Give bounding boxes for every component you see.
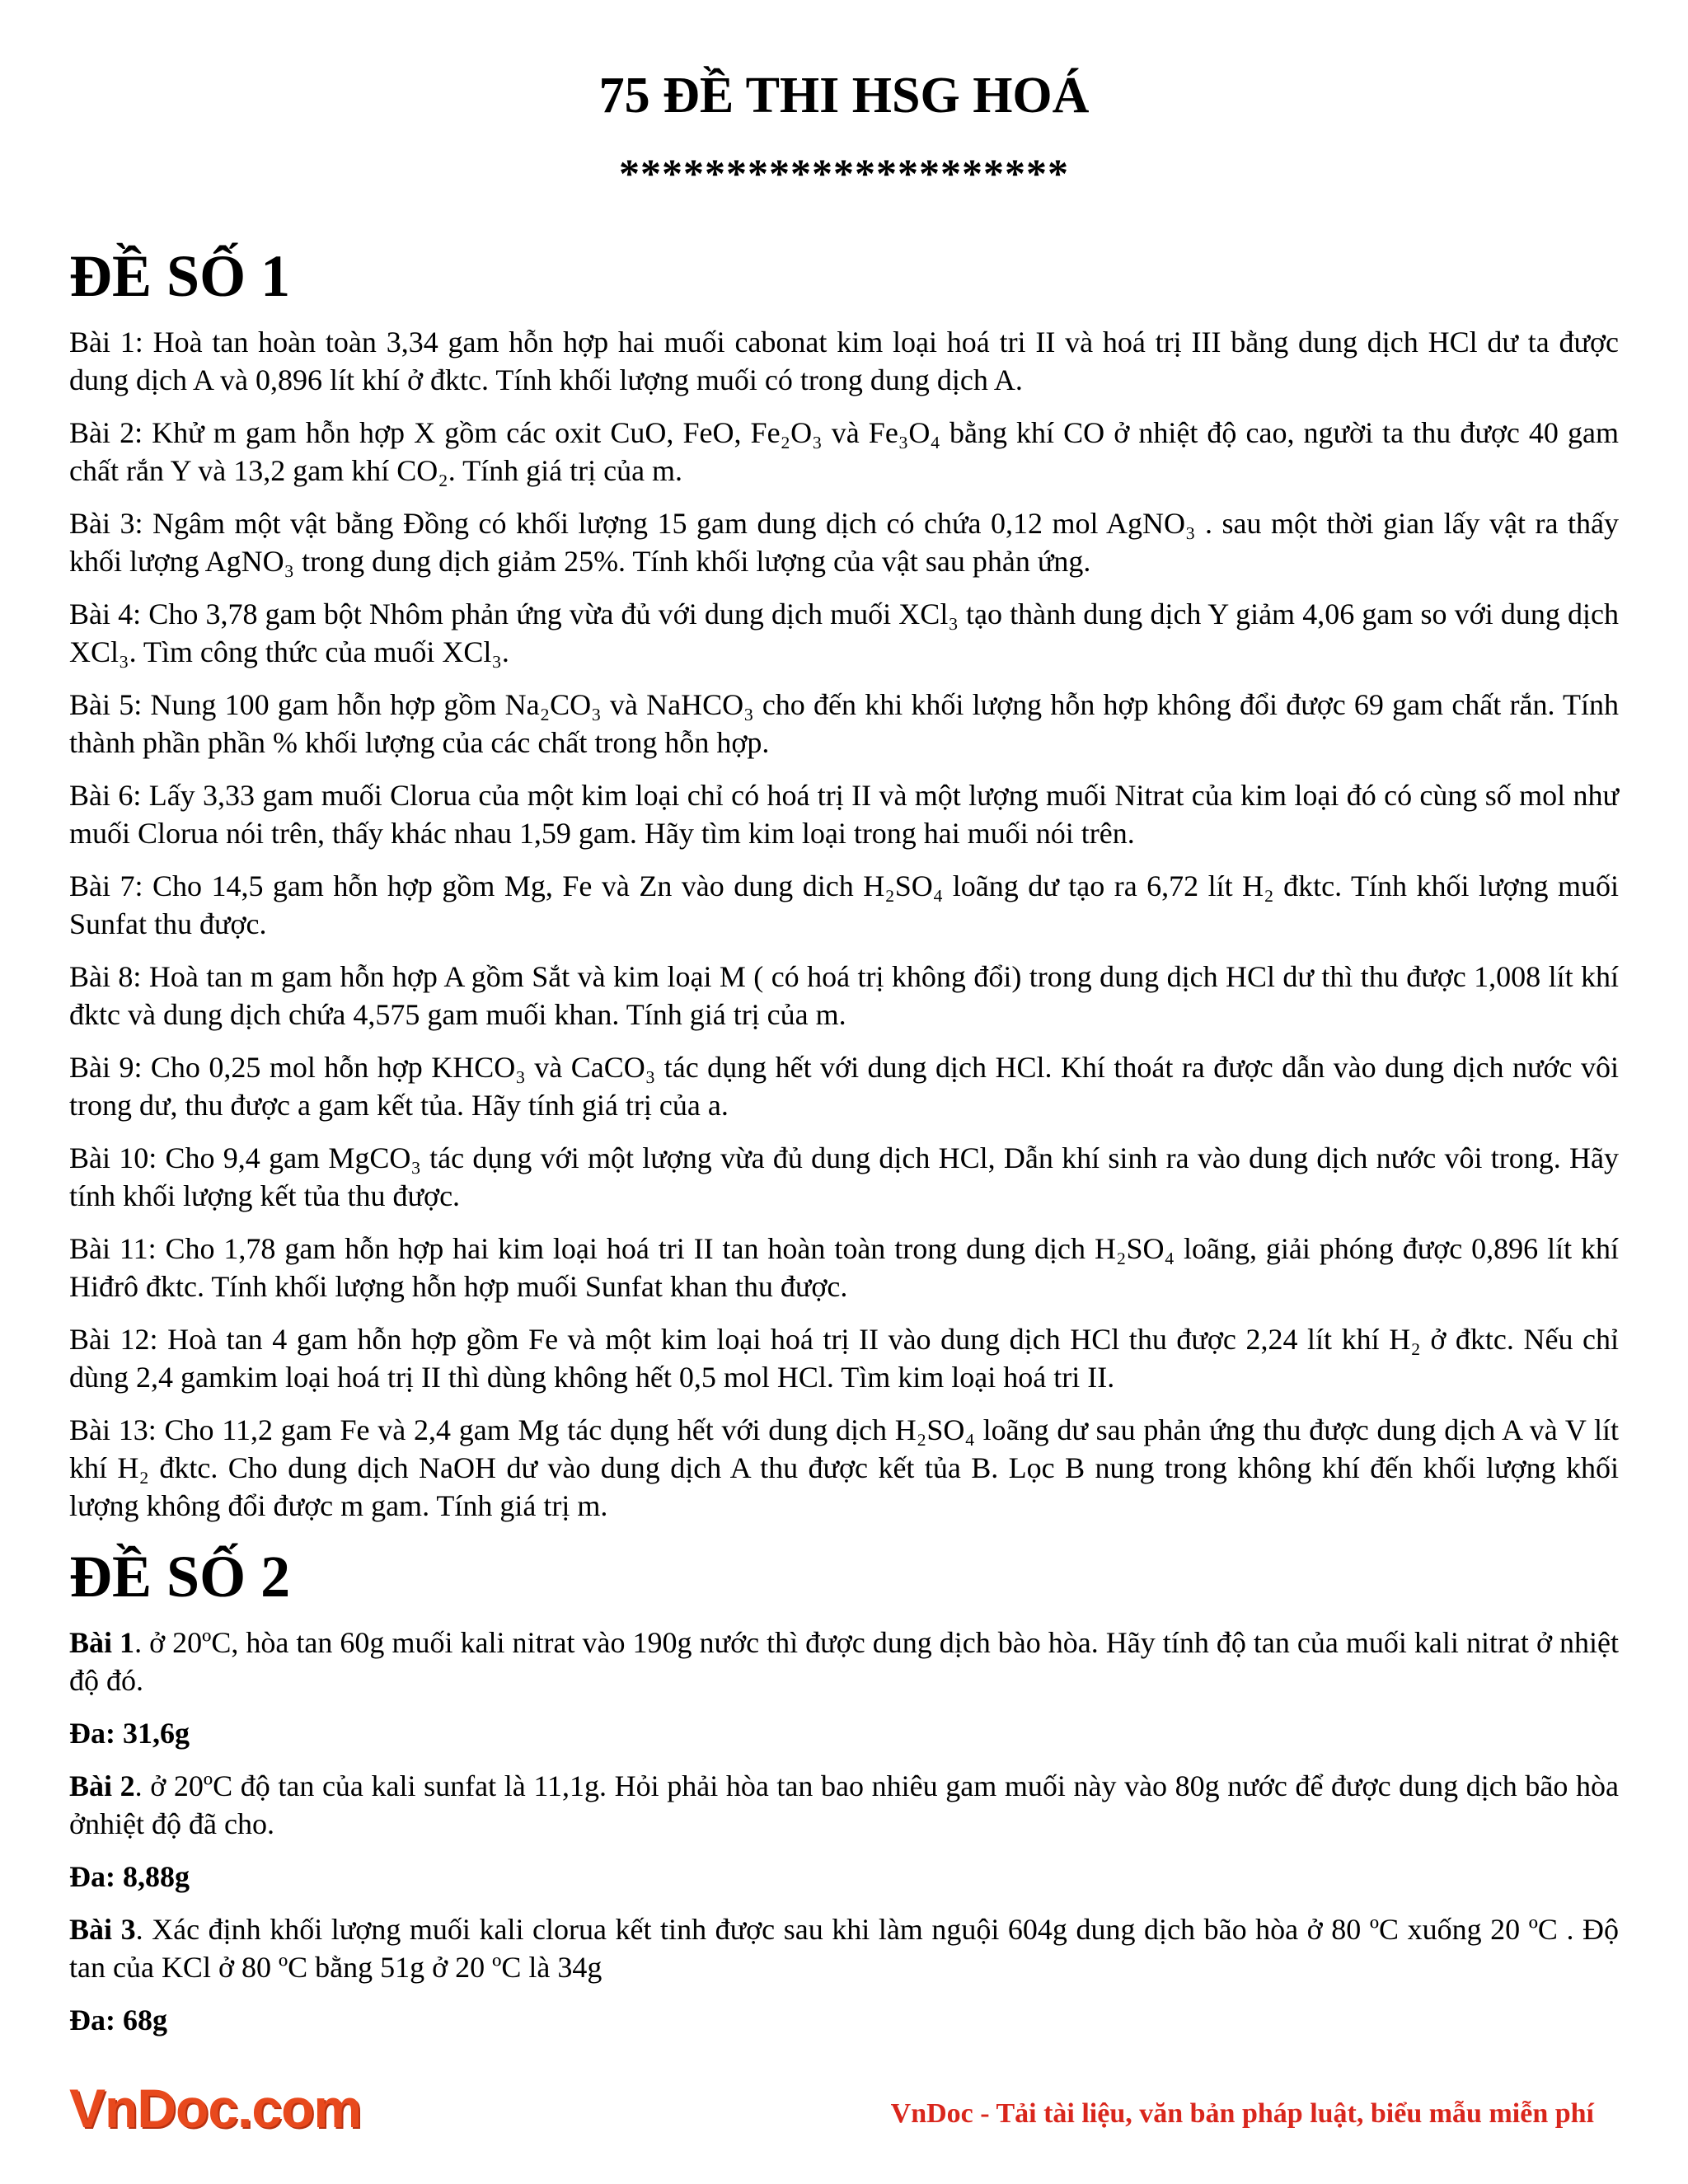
problem-1-11: Bài 11: Cho 1,78 gam hỗn hợp hai kim loại hoá tri II tan hoàn toàn trong dung dịch H₂SO₄ loãng, giải phóng được 0,896 lít khí Hiđrô đktc. Tính khối lượng hỗn hợp muối Sunfat khan thu được. (69, 1232, 1619, 1303)
problem-2-3-answer: Đa: 68g (69, 2004, 167, 2036)
page-footer (69, 2077, 1619, 2143)
problem-2-1-label: Bài 1 (69, 1626, 135, 1659)
problem-2-1 (69, 1624, 1619, 1699)
problem-2-2-label: Bài 2 (69, 1769, 135, 1802)
document-title: 75 ĐỀ THI HSG HOÁ (598, 68, 1090, 124)
document-page (69, 0, 1619, 2054)
problem-2-2-answer: Đa: 8,88g (69, 1860, 190, 1893)
problem-2-1-answer: Đa: 31,6g (69, 1717, 190, 1750)
footer-tagline: VnDoc - Tải tài liệu, văn bản pháp luật, biểu mẫu miễn phí (890, 2098, 1594, 2129)
problem-1-7: Bài 7: Cho 14,5 gam hỗn hợp gồm Mg, Fe và Zn vào dung dich H₂SO₄ loãng dư tạo ra 6,72 lít H₂ đktc. Tính khối lượng muối Sunfat thu được. (69, 869, 1619, 940)
problem-1-6: Bài 6: Lấy 3,33 gam muối Clorua của một kim loại chỉ có hoá trị II và một lượng muối Nitrat của kim loại đó có cùng số mol như muối Clorua nói trên, thấy khác nhau 1,59 gam. Hãy tìm kim loại trong hai muối nói trên. (69, 779, 1619, 850)
problem-1-5: Bài 5: Nung 100 gam hỗn hợp gồm Na₂CO₃ và NaHCO₃ cho đến khi khối lượng hỗn hợp không đổi được 69 gam chất rắn. Tính thành phần phần % khối lượng của các chất trong hỗn hợp. (69, 688, 1619, 759)
problem-1-8: Bài 8: Hoà tan m gam hỗn hợp A gồm Sắt và kim loại M ( có hoá trị không đổi) trong dung dịch HCl dư thì thu được 1,008 lít khí đktc và dung dịch chứa 4,575 gam muối khan. Tính giá trị của m. (69, 960, 1619, 1031)
problem-1-1: Bài 1: Hoà tan hoàn toàn 3,34 gam hỗn hợp hai muối cabonat kim loại hoá tri II và hoá trị III bằng dung dịch HCl dư ta được dung dịch A và 0,896 lít khí ở đktc. Tính khối lượng muối có trong dung dịch A. (69, 326, 1619, 396)
problem-1-12: Bài 12: Hoà tan 4 gam hỗn hợp gồm Fe và một kim loại hoá trị II vào dung dịch HCl thu được 2,24 lít khí H₂ ở đktc. Nếu chỉ dùng 2,4 gamkim loại hoá trị II thì dùng không hết 0,5 mol HCl. Tìm kim loại hoá tri II. (69, 1323, 1619, 1394)
problem-1-2: Bài 2: Khử m gam hỗn hợp X gồm các oxit CuO, FeO, Fe₂O₃ và Fe₃O₄ bằng khí CO ở nhiệt độ cao, người ta thu được 40 gam chất rắn Y và 13,2 gam khí CO₂. Tính giá trị của m. (69, 416, 1619, 487)
problem-2-2 (69, 1767, 1619, 1843)
problem-2-2-text: . ở 20ºC độ tan của kali sunfat là 11,1g. Hỏi phải hòa tan bao nhiêu gam muối này vào 80g nước để được dung dịch bão hòa ởnhiệt độ đã cho. (69, 1769, 1619, 1840)
problem-2-3 (69, 1910, 1619, 1986)
problem-1-4: Bài 4: Cho 3,78 gam bột Nhôm phản ứng vừa đủ với dung dịch muối XCl₃ tạo thành dung dịch Y giảm 4,06 gam so với dung dịch XCl₃. Tìm công thức của muối XCl₃. (69, 598, 1619, 668)
problem-2-1-text: . ở 20ºC, hòa tan 60g muối kali nitrat vào 190g nước thì được dung dịch bào hòa. Hãy tính độ tan của muối kali nitrat ở nhiệt độ đó. (69, 1626, 1620, 1697)
title-divider: ********************* (619, 150, 1069, 196)
problem-1-13: Bài 13: Cho 11,2 gam Fe và 2,4 gam Mg tác dụng hết với dung dịch H₂SO₄ loãng dư sau phản ứng thu được dung dịch A và V lít khí H₂ đktc. Cho dung dịch NaOH dư vào dung dịch A thu được kết tủa B. Lọc B nung trong không khí đến khối lượng khối lượng không đổi được m gam. Tính giá trị m. (69, 1413, 1619, 1522)
problem-1-10: Bài 10: Cho 9,4 gam MgCO₃ tác dụng với một lượng vừa đủ dung dịch HCl, Dẫn khí sinh ra vào dung dịch nước vôi trong. Hãy tính khối lượng kết tủa thu được. (69, 1141, 1619, 1212)
section-2-heading: ĐỀ SỐ 2 (69, 1544, 291, 1610)
problem-2-3-text: . Xác định khối lượng muối kali clorua kết tinh được sau khi làm nguội 604g dung dịch bão hòa ở 80 ºC xuống 20 ºC . Độ tan của KCl ở 80 ºC bằng 51g ở 20 ºC là 34g (69, 1913, 1620, 1984)
vndoc-logo[interactable]: VnDoc.com (69, 2078, 362, 2139)
problem-1-9: Bài 9: Cho 0,25 mol hỗn hợp KHCO₃ và CaCO₃ tác dụng hết với dung dịch HCl. Khí thoát ra được dẫn vào dung dịch nước vôi trong dư, thu được a gam kết tủa. Hãy tính giá trị của a. (69, 1051, 1619, 1122)
problem-2-3-label: Bài 3 (69, 1913, 136, 1946)
section-1-heading: ĐỀ SỐ 1 (69, 243, 291, 309)
problem-1-3: Bài 3: Ngâm một vật bằng Đồng có khối lượng 15 gam dung dịch có chứa 0,12 mol AgNO₃ . sau một thời gian lấy vật ra thấy khối lượng AgNO₃ trong dung dịch giảm 25%. Tính khối lượng của vật sau phản ứng. (69, 507, 1619, 578)
